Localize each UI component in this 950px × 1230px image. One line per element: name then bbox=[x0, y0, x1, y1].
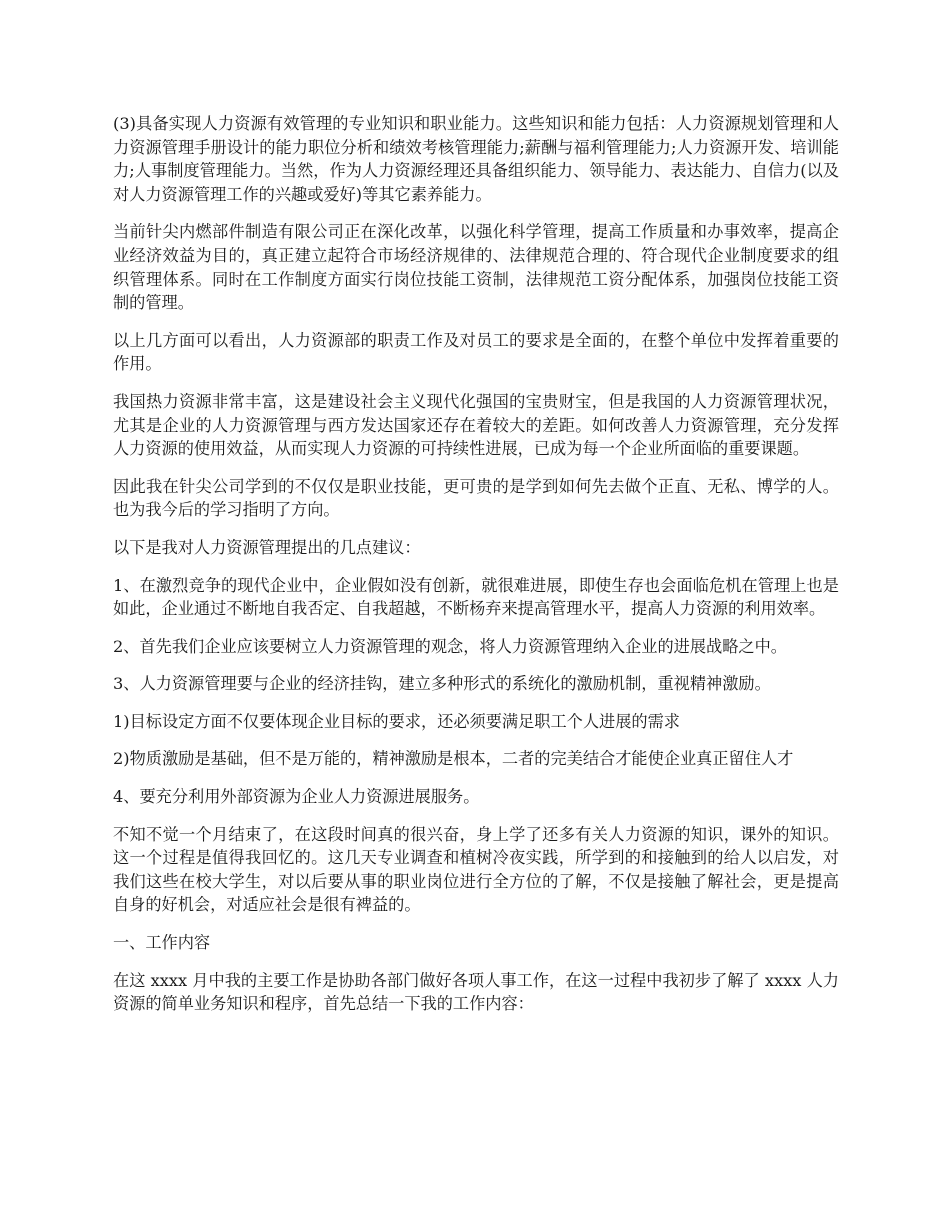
suggestion-subitem-1: 1)目标设定方面不仅要体现企业目标的要求，还必须要满足职工个人进展的需求 bbox=[113, 711, 680, 731]
paragraph-suggestions-intro: 以下是我对人力资源管理提出的几点建议： bbox=[113, 537, 421, 557]
paragraph-national-hr-status: 我国热力资源非常丰富，这是建设社会主义现代化强国的宝贵财宝，但是我国的人力资源管理状况，尤其是企业的人力资源管理与西方发达国家还存在着较大的差距。如何改善人力资源管理，充分发挥人力资源的使用效益，从而实现人力资源的可持续性进展，已成为每一个企业所面临的重要课题。 bbox=[113, 391, 839, 459]
paragraph-professional-abilities: (3)具备实现人力资源有效管理的专业知识和职业能力。这些知识和能力包括：人力资源规划管理和人力资源管理手册设计的能力职位分析和绩效考核管理能力;薪酬与福利管理能力;人力资源开发、培训能力;人事制度管理能力。当然，作为人力资源经理还具备组织能力、领导能力、表达能力、自信力(以及对人力资源管理工作的兴趣或爱好)等其它素养能力。 bbox=[113, 114, 839, 204]
suggestion-item-4: 4、要充分利用外部资源为企业人力资源进展服务。 bbox=[113, 787, 480, 807]
suggestion-item-1: 1、在激烈竞争的现代企业中，企业假如没有创新，就很难进展，即使生存也会面临危机在管理上也是如此，企业通过不断地自我否定、自我超越，不断杨弃来提高管理水平，提高人力资源的利用效率。 bbox=[113, 575, 839, 619]
paragraph-month-reflection: 不知不觉一个月结束了，在这段时间真的很兴奋，身上学了还多有关人力资源的知识，课外的知识。这一个过程是值得我回忆的。这几天专业调查和植树冷夜实践，所学到的和接触到的给人以启发，对我们这些在校大学生，对以后要从事的职业岗位进行全方位的了解，不仅是接触了解社会，更是提高自身的好机会，对适应社会是很有裨益的。 bbox=[113, 824, 839, 915]
suggestion-subitem-2: 2)物质激励是基础，但不是万能的，精神激励是根本，二者的完美结合才能使企业真正留住人才 bbox=[113, 749, 794, 769]
suggestion-item-2: 2、首先我们企业应该要树立人力资源管理的观念，将人力资源管理纳入企业的进展战略之中。 bbox=[113, 636, 787, 656]
paragraph-company-reform: 当前针尖内燃部件制造有限公司正在深化改革，以强化科学管理，提高工作质量和办事效率，提高企业经济效益为目的，真正建立起符合市场经济规律的、法律规范合理的、符合现代企业制度要求的组织管理体系。同时在工作制度方面实行岗位技能工资制，法律规范工资分配体系，加强岗位技能工资制的管理。 bbox=[113, 222, 839, 313]
paragraph-work-content: 在这 xxxx 月中我的主要工作是协助各部门做好各项人事工作，在这一过程中我初步了解了 xxxx 人力资源的简单业务知识和程序，首先总结一下我的工作内容： bbox=[113, 970, 839, 1014]
document-body bbox=[113, 112, 839, 1030]
suggestion-item-3: 3、人力资源管理要与企业的经济挂钩，建立多种形式的系统化的激励机制，重视精神激励。 bbox=[113, 674, 771, 694]
section-heading-work-content: 一、工作内容 bbox=[113, 933, 211, 953]
paragraph-lessons-learned: 因此我在针尖公司学到的不仅仅是职业技能，更可贵的是学到如何先去做个正直、无私、博学的人。也为我今后的学习指明了方向。 bbox=[113, 476, 839, 520]
paragraph-hr-role-summary: 以上几方面可以看出，人力资源部的职责工作及对员工的要求是全面的，在整个单位中发挥着重要的作用。 bbox=[113, 330, 839, 374]
